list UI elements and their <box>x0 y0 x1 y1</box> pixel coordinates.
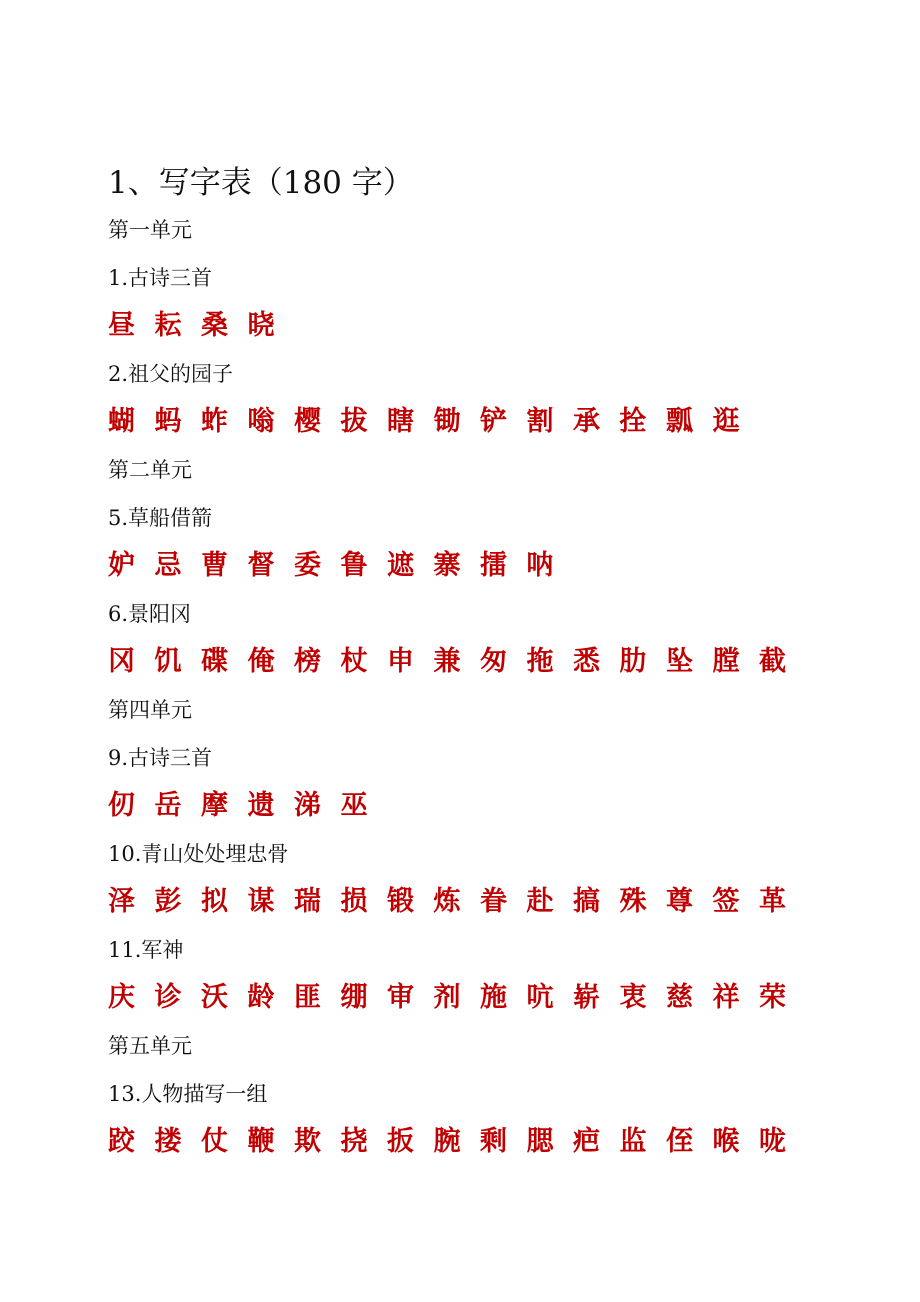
writing-character: 巫 <box>340 790 368 821</box>
writing-character: 龄 <box>247 982 275 1013</box>
page-title: 1、写字表（180 字） <box>108 165 414 201</box>
writing-character: 悉 <box>573 646 600 677</box>
lesson-title: 6.景阳冈 <box>108 602 192 626</box>
writing-character: 申 <box>387 646 414 677</box>
writing-character: 尊 <box>666 886 693 917</box>
lesson-title: 10.青山处处埋忠骨 <box>108 842 289 866</box>
writing-character: 擂 <box>480 550 507 581</box>
writing-character: 委 <box>294 550 321 581</box>
writing-character: 祥 <box>712 982 740 1013</box>
writing-character: 冈 <box>108 646 135 677</box>
writing-character: 寨 <box>433 550 461 581</box>
writing-character: 拴 <box>619 406 647 437</box>
writing-character: 鲁 <box>340 550 368 581</box>
writing-character: 仗 <box>201 1126 228 1157</box>
writing-character: 疤 <box>573 1126 600 1157</box>
writing-character: 曹 <box>201 550 228 581</box>
lesson-title: 9.古诗三首 <box>108 746 213 770</box>
writing-character: 荣 <box>759 982 786 1013</box>
unit-heading: 第二单元 <box>108 458 192 482</box>
writing-character: 签 <box>712 886 740 917</box>
character-row <box>108 302 808 350</box>
writing-character: 饥 <box>154 646 182 677</box>
writing-character: 咙 <box>759 1126 786 1157</box>
writing-character: 崭 <box>573 982 600 1013</box>
writing-character: 桑 <box>201 310 228 341</box>
writing-character: 眷 <box>480 886 507 917</box>
writing-character: 呐 <box>526 550 554 581</box>
writing-character: 逛 <box>712 406 740 437</box>
writing-character: 樱 <box>294 406 321 437</box>
writing-character: 拖 <box>526 646 554 677</box>
writing-character: 蚱 <box>201 406 228 437</box>
writing-character: 督 <box>247 550 275 581</box>
unit-heading: 第四单元 <box>108 698 192 722</box>
lesson-title: 5.草船借箭 <box>108 506 213 530</box>
writing-character: 晓 <box>247 310 275 341</box>
writing-character: 瓢 <box>666 406 693 437</box>
writing-character: 审 <box>387 982 414 1013</box>
writing-character: 慈 <box>666 982 693 1013</box>
writing-character: 吭 <box>526 982 554 1013</box>
writing-character: 赴 <box>526 886 554 917</box>
writing-character: 炼 <box>433 886 461 917</box>
writing-character: 匆 <box>480 646 507 677</box>
writing-character: 蚂 <box>154 406 182 437</box>
writing-character: 瑞 <box>294 886 321 917</box>
writing-character: 搂 <box>154 1126 182 1157</box>
writing-character: 谋 <box>247 886 275 917</box>
writing-character: 腕 <box>433 1126 461 1157</box>
writing-character: 殊 <box>619 886 647 917</box>
writing-character: 搞 <box>573 886 600 917</box>
writing-character: 岳 <box>154 790 182 821</box>
writing-character: 彭 <box>154 886 182 917</box>
writing-character: 鞭 <box>247 1126 275 1157</box>
writing-character: 坠 <box>666 646 693 677</box>
lesson-title: 11.军神 <box>108 938 184 962</box>
writing-character: 割 <box>526 406 554 437</box>
writing-character: 杖 <box>340 646 368 677</box>
writing-character: 遗 <box>247 790 275 821</box>
writing-character: 榜 <box>294 646 321 677</box>
writing-character: 承 <box>573 406 600 437</box>
character-row <box>108 878 808 926</box>
writing-character: 锻 <box>387 886 414 917</box>
character-row <box>108 974 808 1022</box>
writing-character: 施 <box>480 982 507 1013</box>
writing-character: 诊 <box>154 982 182 1013</box>
writing-character: 革 <box>759 886 786 917</box>
writing-character: 嗡 <box>247 406 275 437</box>
writing-character: 碟 <box>201 646 228 677</box>
writing-character: 涕 <box>294 790 321 821</box>
writing-character: 兼 <box>433 646 461 677</box>
writing-character: 庆 <box>108 982 135 1013</box>
character-row <box>108 398 808 446</box>
writing-character: 妒 <box>108 550 135 581</box>
writing-character: 截 <box>759 646 786 677</box>
writing-character: 沃 <box>201 982 228 1013</box>
sections-list <box>108 206 808 1166</box>
writing-character: 喉 <box>712 1126 740 1157</box>
writing-character: 挠 <box>340 1126 368 1157</box>
writing-character: 剩 <box>480 1126 507 1157</box>
writing-character: 侄 <box>666 1126 693 1157</box>
lesson-title: 1.古诗三首 <box>108 266 213 290</box>
writing-character: 腮 <box>526 1126 554 1157</box>
writing-character: 跤 <box>108 1126 135 1157</box>
writing-character: 剂 <box>433 982 461 1013</box>
unit-heading: 第一单元 <box>108 218 192 242</box>
writing-character: 俺 <box>247 646 275 677</box>
writing-character: 忌 <box>154 550 182 581</box>
writing-character: 肋 <box>619 646 647 677</box>
writing-character: 监 <box>619 1126 647 1157</box>
unit-heading: 第五单元 <box>108 1034 192 1058</box>
character-row <box>108 1118 808 1166</box>
writing-character: 遮 <box>387 550 414 581</box>
writing-character: 匪 <box>294 982 321 1013</box>
writing-character: 扳 <box>387 1126 414 1157</box>
writing-character: 仞 <box>108 790 135 821</box>
writing-character: 膛 <box>712 646 740 677</box>
writing-character: 耘 <box>154 310 182 341</box>
character-row <box>108 542 808 590</box>
writing-character: 昼 <box>108 310 135 341</box>
writing-character: 摩 <box>201 790 228 821</box>
writing-character: 损 <box>340 886 368 917</box>
writing-character: 蝴 <box>108 406 135 437</box>
writing-character: 衷 <box>619 982 647 1013</box>
writing-character: 锄 <box>433 406 461 437</box>
lesson-title: 2.祖父的园子 <box>108 362 234 386</box>
page-content <box>108 160 808 1166</box>
character-row <box>108 782 808 830</box>
writing-character: 绷 <box>340 982 368 1013</box>
writing-character: 欺 <box>294 1126 321 1157</box>
character-row <box>108 638 808 686</box>
writing-character: 铲 <box>480 406 507 437</box>
lesson-title: 13.人物描写一组 <box>108 1082 268 1106</box>
writing-character: 拟 <box>201 886 228 917</box>
writing-character: 泽 <box>108 886 135 917</box>
writing-character: 瞎 <box>387 406 414 437</box>
writing-character: 拔 <box>340 406 368 437</box>
